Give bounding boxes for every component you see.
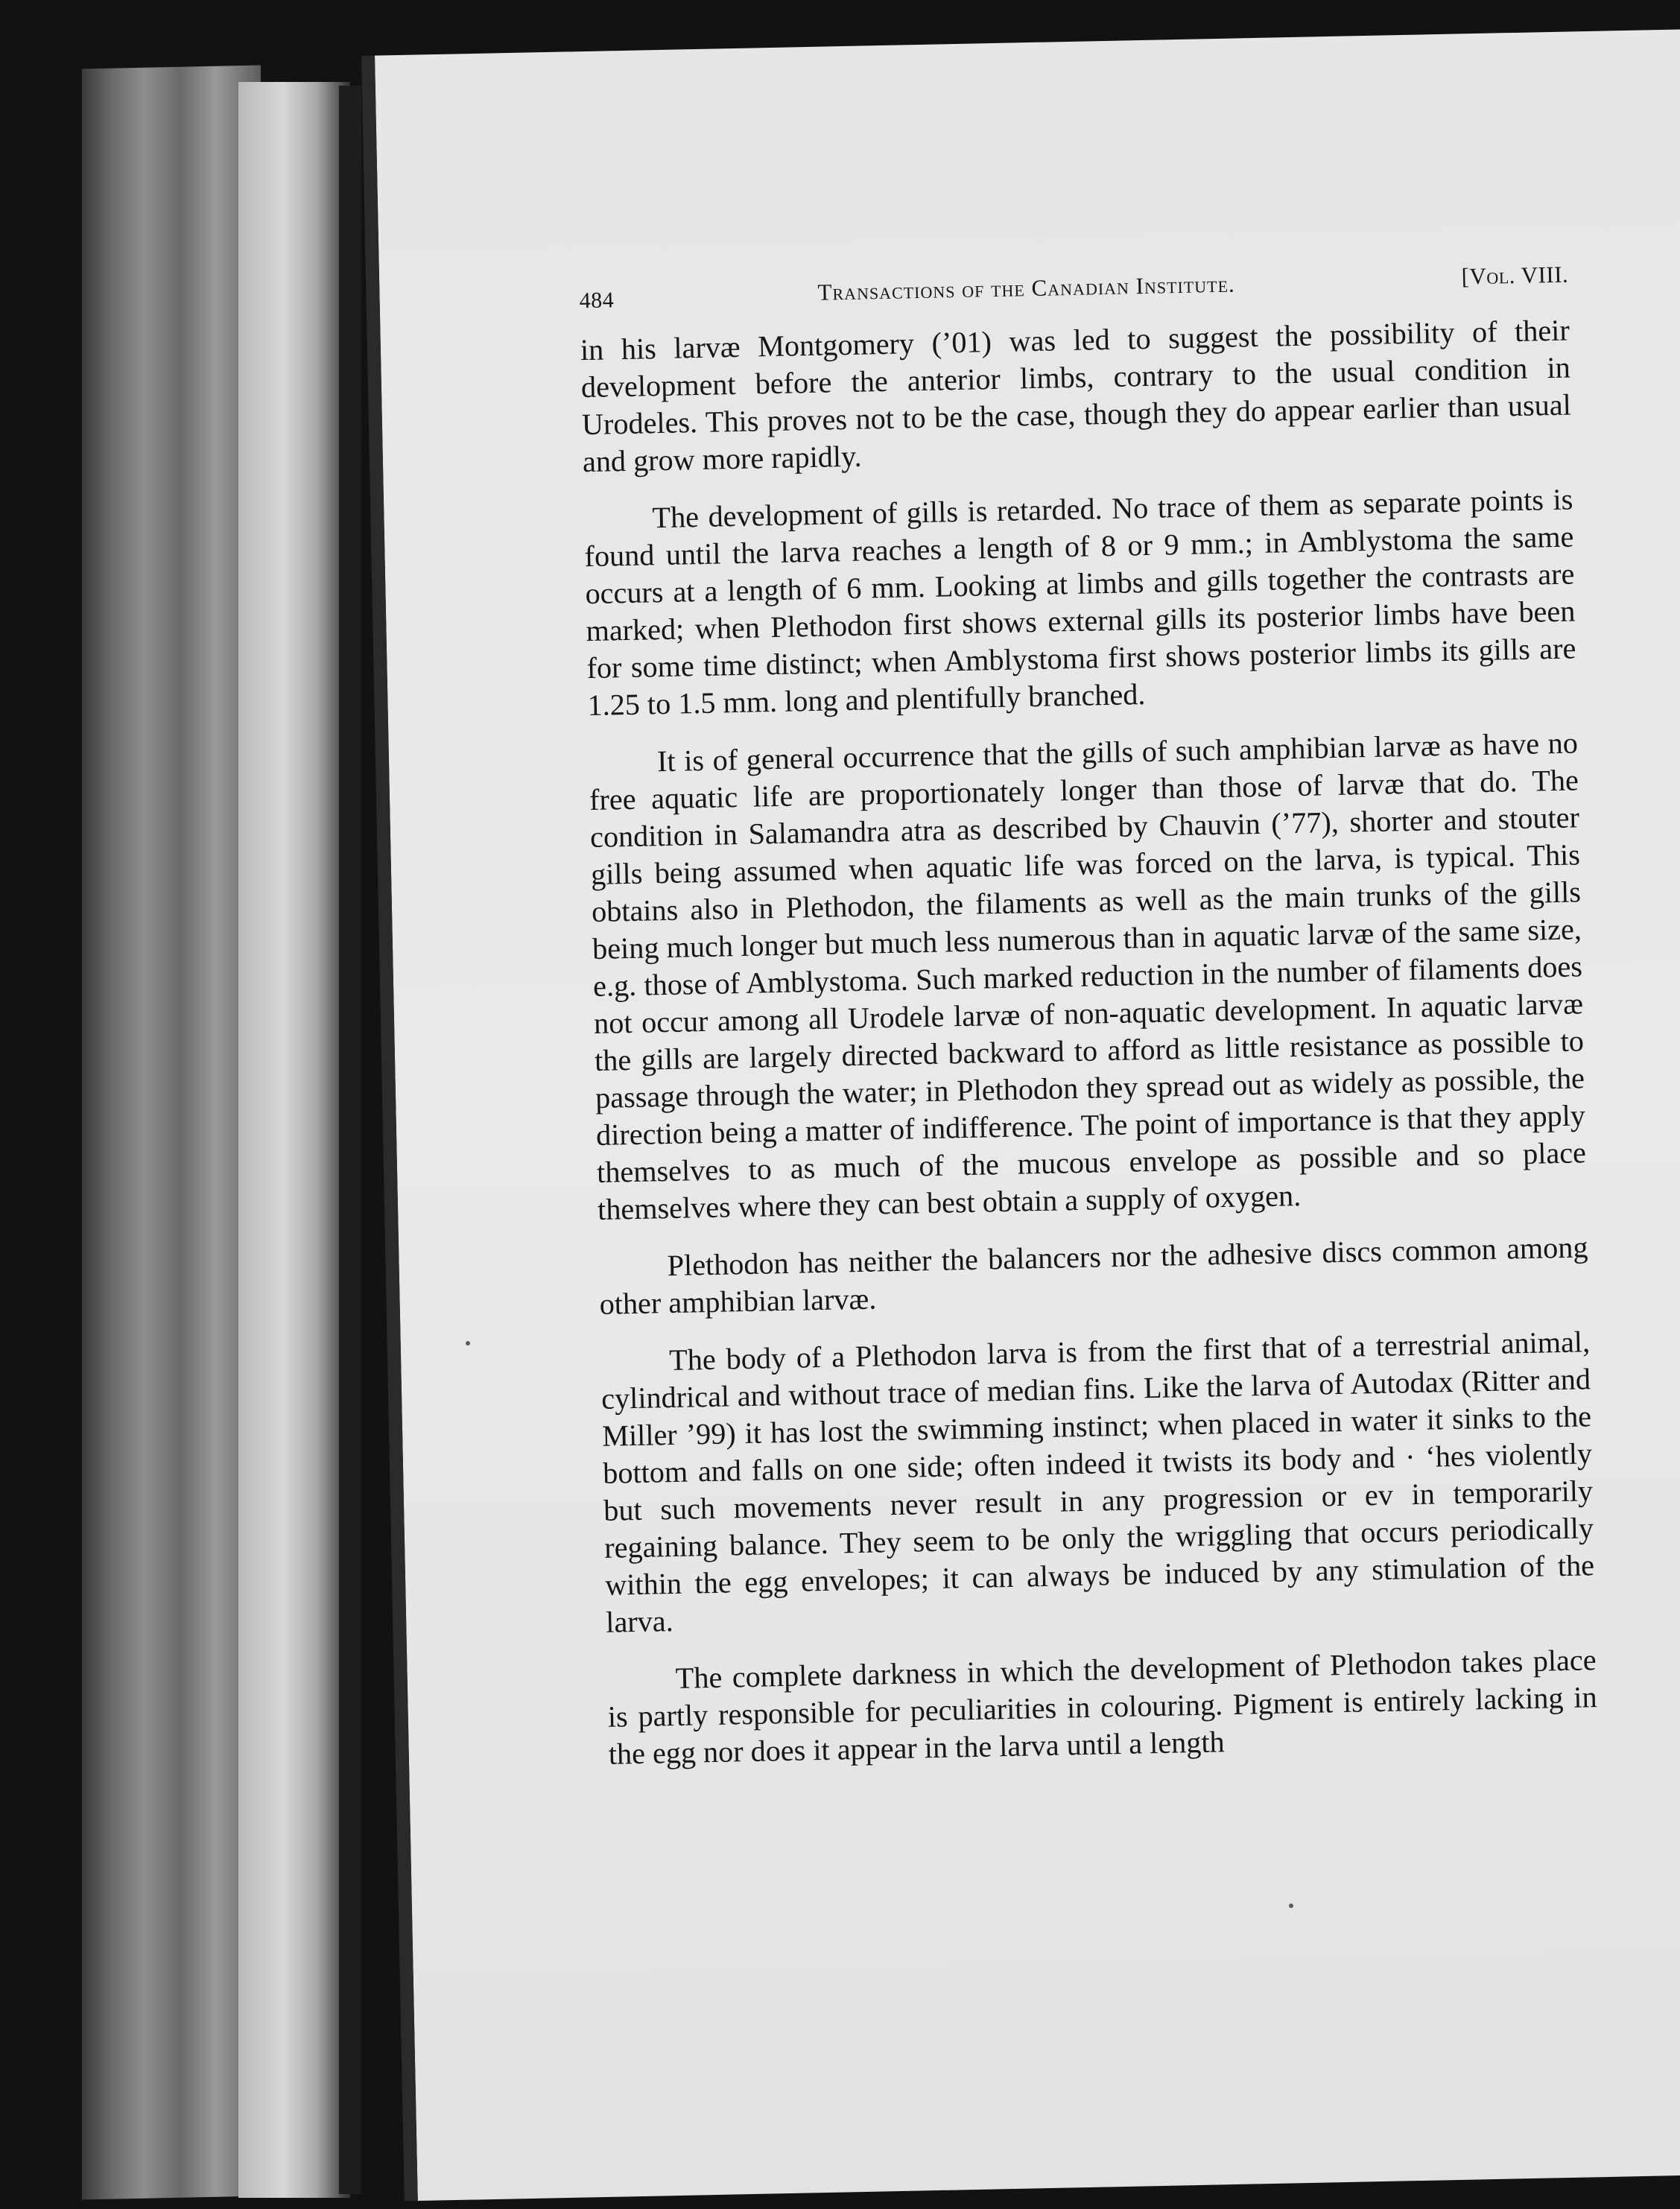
paragraph-gills-comparison: It is of general occurrence that the gills of such amphibian larvæ as have no free aquatic life are proportionately longer than those of larvæ that do. The condition in Salamandra atra as described by Chauvin (’77), shorter and stouter gills being assumed when aquatic life was forced on the larva, is typical. This obtains also in Plethodon, the filaments as well as the main trunks of the gills being much longer but much less numerous than in aquatic larvæ of the same size, e.g. those of Amblystoma. Such marked reduction in the number of filaments does not occur among all Urodele larvæ of non-aquatic development. In aquatic larvæ the gills are largely directed backward to afford as little resistance as possible to passage through the water; in Plethodon they spread out as widely as possible, the direction being a matter of indifference. The point of importance is that they apply themselves to as much of the mucous envelope as possible and so place themselves where they can best obtain a supply of oxygen. (589, 726, 1587, 1226)
book-page-stack-edge (82, 65, 261, 2199)
paragraph-body-form: The body of a Plethodon larva is from the first that of a terrestrial animal, cylindrical and without trace of median fins. Like the larva of Autodax (Ritter and Miller ’99) it has lost the swimming instinct; when placed in water it sinks to the bottom and falls on one side; often indeed it twists its body and · ‘hes violently but such movements never result in any progression or ev in temporarily regaining balance. They seem to be only the wriggling that occurs periodically within the egg envelopes; it can always be induced by any stimulation of the larva. (600, 1325, 1595, 1639)
page-gutter-shadow (339, 86, 361, 2194)
scan-speck (1289, 1904, 1293, 1908)
paragraph-continued: in his larvæ Montgomery (’01) was led to suggest the possibility of their development before the anterior limbs, contrary to the usual condition in Urodeles. This proves not to be the case, though they do appear earlier than usual and grow more rapidly. (580, 313, 1572, 479)
book-inner-page-edge (238, 82, 350, 2198)
journal-title: Transactions of the Canadian Institute. (817, 270, 1236, 305)
scan-speck (466, 1341, 470, 1346)
book-page (361, 29, 1680, 2201)
paragraph-colouring: The complete darkness in which the development of Plethodon takes place is partly responsible for peculiarities in colouring. Pigment is entirely lacking in the egg nor does it appear in the larva until a length (607, 1643, 1597, 1771)
page-text-block (579, 262, 1598, 1793)
page-number: 484 (579, 288, 615, 314)
paragraph-gills-development: The development of gills is retarded. No trace of them as separate points is found until the larva reaches a length of 8 or 9 mm.; in Amblystoma the same occurs at a length of 6 mm. Looking at limbs and gills together the contrasts are marked; when Plethodon first shows external gills its posterior limbs have been for some time distinct; when Amblystoma first shows posterior limbs its gills are 1.25 to 1.5 mm. long and plentifully branched. (584, 482, 1576, 723)
paragraph-balancers: Plethodon has neither the balancers nor the adhesive discs common among other amphibian larvæ. (599, 1230, 1588, 1321)
volume-label: [Vol. VIII. (1461, 261, 1569, 290)
